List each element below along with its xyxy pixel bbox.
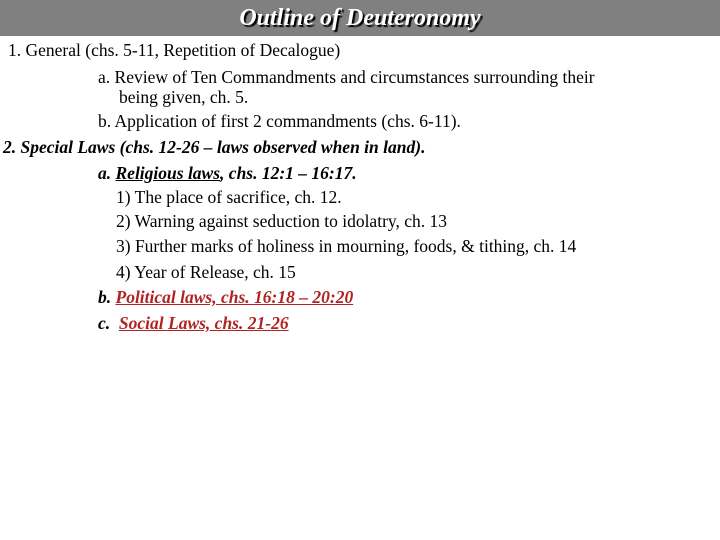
outline-item-2a-4: 4) Year of Release, ch. 15 [116, 262, 296, 282]
outline-item-2: 2. Special Laws (chs. 12-26 – laws observed when in land). [3, 137, 426, 157]
religious-laws-link[interactable]: Religious laws [115, 163, 221, 183]
outline-item-2b-prefix: b. [98, 287, 112, 307]
outline-item-2b [98, 287, 353, 307]
slide-title: Outline of Deuteronomy [239, 5, 481, 31]
outline-item-2c [98, 313, 289, 333]
political-laws-link[interactable]: Political laws, chs. 16:18 – 20:20 [115, 287, 354, 307]
outline-item-2a-rest: , chs. 12:1 – 16:17. [220, 163, 357, 183]
social-laws-link[interactable]: Social Laws, chs. 21-26 [118, 313, 289, 333]
outline-item-2a-3: 3) Further marks of holiness in mourning, foods, & tithing, ch. 14 [116, 236, 577, 256]
outline-item-2a [98, 163, 357, 183]
outline-item-1a: a. Review of Ten Commandments and circumstances surrounding their [98, 67, 595, 87]
outline-item-2a-2: 2) Warning against seduction to idolatry, ch. 13 [116, 211, 448, 231]
outline-item-1a-continued: being given, ch. 5. [119, 87, 249, 107]
outline-item-2c-prefix: c. [98, 313, 111, 333]
outline-item-2a-prefix: a. [98, 163, 112, 183]
outline-item-1: 1. General (chs. 5-11, Repetition of Decalogue) [8, 40, 341, 60]
outline-item-2a-1: 1) The place of sacrifice, ch. 12. [116, 187, 342, 207]
outline-item-1b: b. Application of first 2 commandments (chs. 6-11). [98, 111, 461, 131]
